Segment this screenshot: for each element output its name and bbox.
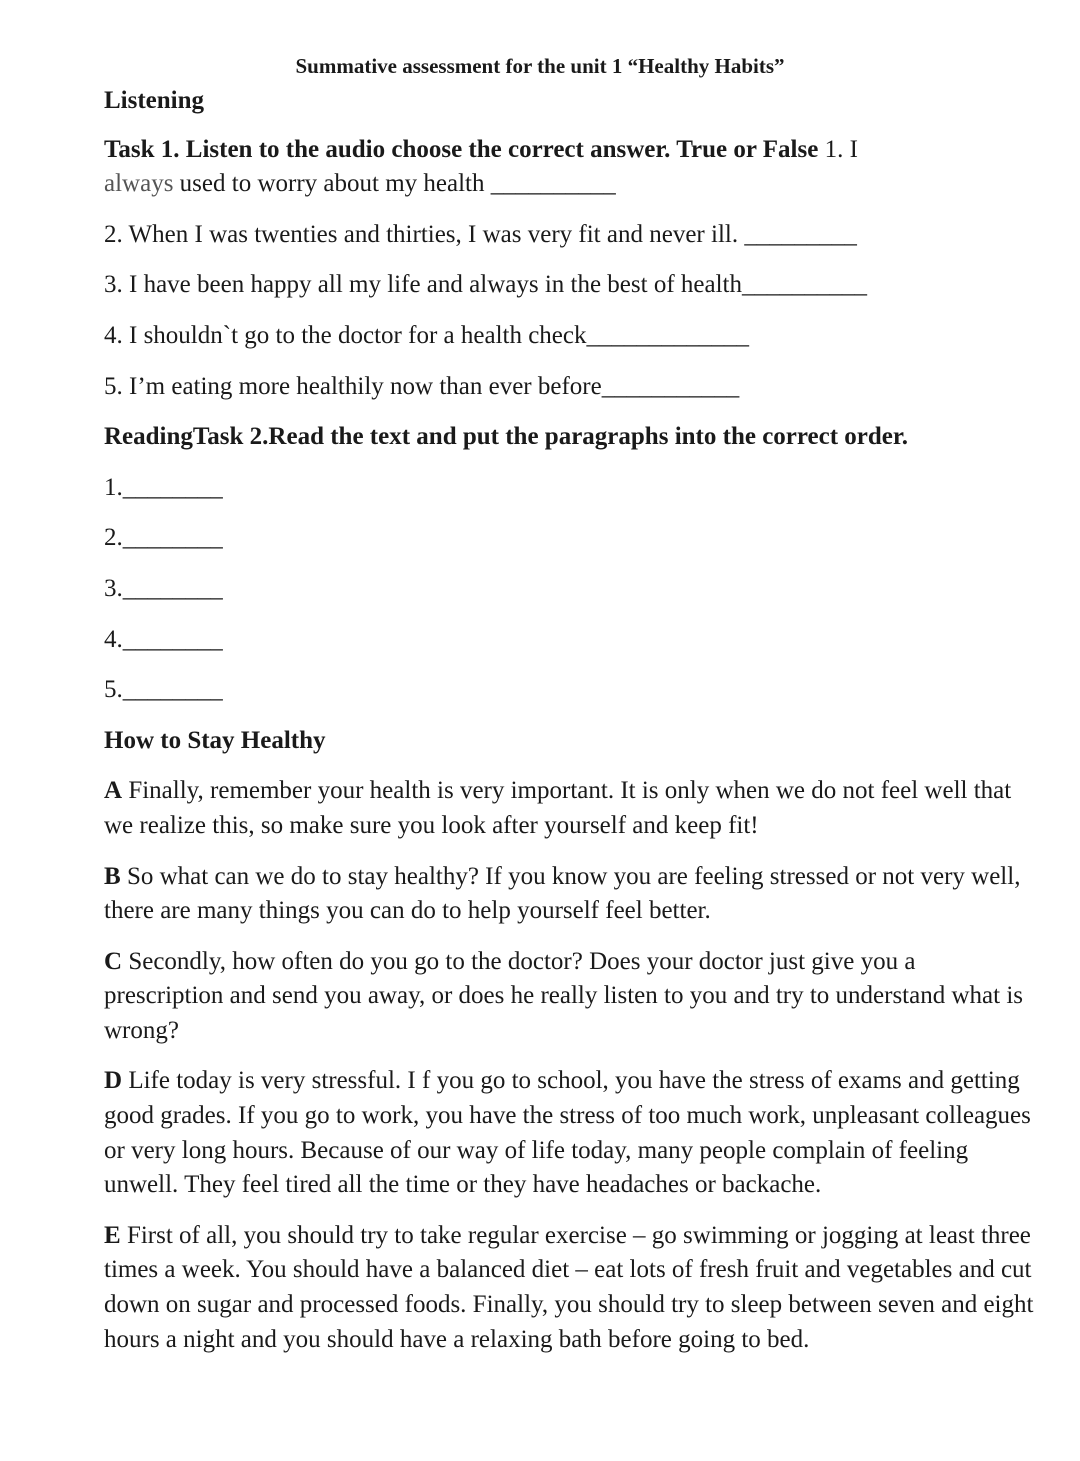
task1-item: 3. I have been happy all my life and always in the best of health__________ xyxy=(104,271,867,299)
paragraph-text: Life today is very stressful. I f you go to school, you have the stress of exams and getting good grades. If you go to work, you have the stress of too much work, unpleasant colleagues or very long hours. Because of our way of life today, many people complain of feeling unwell. They feel tired all the time or they have headaches or backache. xyxy=(104,1067,1031,1199)
text-title: How to Stay Healthy xyxy=(104,726,326,754)
paragraph-text: Finally, remember your health is very important. It is only when we do not feel well that we realize this, so make sure you look after yourself and keep fit! xyxy=(104,777,1012,839)
order-blank: 2.________ xyxy=(104,524,223,552)
order-blank: 5.________ xyxy=(104,676,223,704)
paragraph-text: First of all, you should try to take regular exercise – go swimming or jogging at least three times a week. You should have a balanced diet – eat lots of fresh fruit and vegetables and cut down on sugar and processed foods. Finally, you should try to sleep between seven and eight hours a night and you should have a relaxing bath before going to bed. xyxy=(104,1221,1034,1353)
paragraph-letter: A xyxy=(104,777,123,805)
task1-item: 2. When I was twenties and thirties, I was very fit and never ill. _________ xyxy=(104,220,857,248)
order-blank: 1.________ xyxy=(104,473,223,501)
reading-task-heading: ReadingTask 2.Read the text and put the paragraphs into the correct order. xyxy=(104,423,908,451)
paragraph-letter: D xyxy=(104,1067,123,1095)
task1-item1-text: used to worry about my health __________ xyxy=(173,170,616,198)
paragraph-text: So what can we do to stay healthy? If you know you are feeling stressed or not very well, there are many things you can do to help yourself feel better. xyxy=(104,862,1021,925)
paragraph-letter: C xyxy=(104,947,123,975)
order-blank: 4.________ xyxy=(104,625,223,653)
task1-item: 4. I shouldn`t go to the doctor for a health check_____________ xyxy=(104,321,749,349)
paragraph-c xyxy=(104,945,1039,1049)
document-title: Summative assessment for the unit 1 “Healthy Habits” xyxy=(295,54,785,78)
order-blank: 3.________ xyxy=(104,574,223,602)
task1-item1-number: 1. I xyxy=(818,135,858,163)
listening-heading: Listening xyxy=(104,87,205,114)
paragraph-b xyxy=(104,860,1039,929)
paragraph-e xyxy=(104,1219,1039,1357)
paragraph-text: Secondly, how often do you go to the doctor? Does your doctor just give you a prescription and send you away, or does he really listen to you and try to understand what is wrong? xyxy=(104,947,1023,1044)
paragraph-d xyxy=(104,1064,1039,1202)
task1-instruction: Task 1. Listen to the audio choose the correct answer. True or False xyxy=(104,135,819,163)
paragraph-letter: E xyxy=(104,1221,121,1249)
paragraph-a xyxy=(104,774,1039,843)
task1-block xyxy=(104,133,1039,202)
document-content xyxy=(104,84,1039,1373)
task1-item: 5. I’m eating more healthily now than ever before___________ xyxy=(104,372,740,400)
task1-item1-word: always xyxy=(104,170,174,198)
paragraph-letter: B xyxy=(104,862,121,890)
